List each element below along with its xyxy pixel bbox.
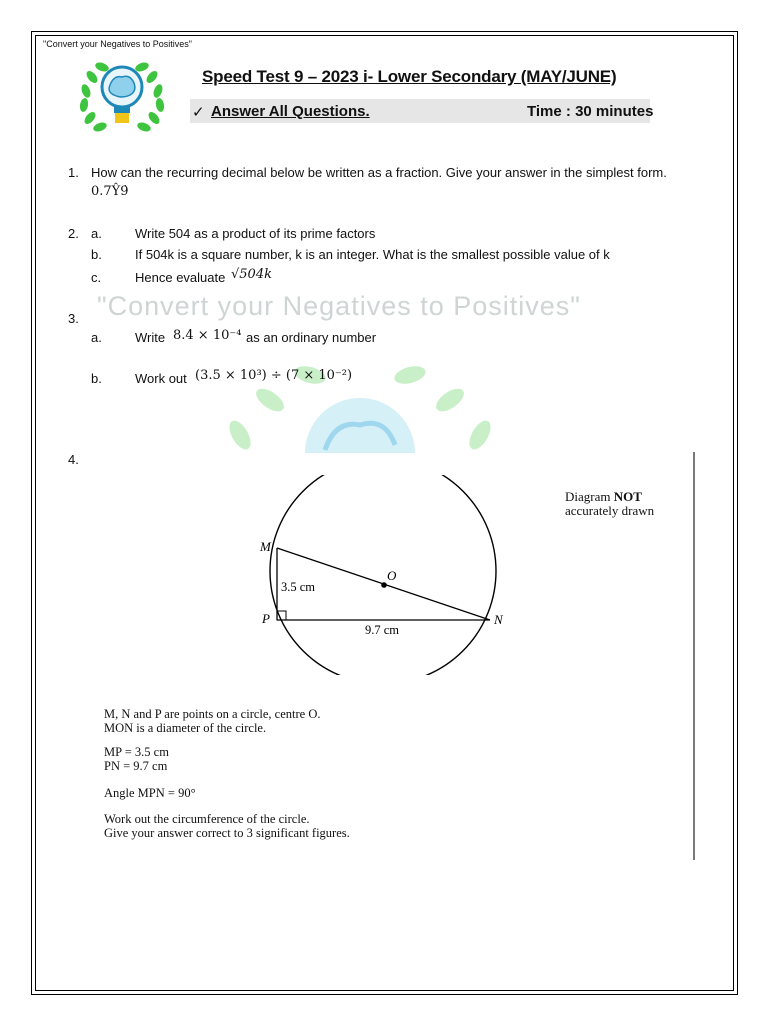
q3b-text: Work out: [135, 371, 187, 386]
q3a-math: 8.4 × 10⁻⁴: [173, 328, 242, 343]
q4-info-angle: Angle MPN = 90°: [104, 786, 196, 800]
checkmark-icon: ✓: [192, 104, 205, 121]
circle: [270, 475, 496, 675]
label-n: N: [494, 612, 503, 627]
diagram-note-word: Diagram: [565, 489, 611, 504]
circle-diagram: [250, 475, 530, 675]
q3a-label: a.: [91, 330, 102, 345]
q2a-text: Write 504 as a product of its prime factors: [135, 226, 376, 241]
label-p: P: [262, 611, 270, 626]
q2c-label: c.: [91, 270, 102, 285]
instruction-text: Answer All Questions.: [211, 103, 370, 120]
label-mp-length: 3.5 cm: [281, 580, 316, 594]
diagram-note-not: NOT: [613, 489, 642, 504]
q2b-text: If 504k is a square number, k is an integer. What is the smallest possible value of k: [135, 247, 610, 262]
q4-info-mp: MP = 3.5 cm: [104, 745, 169, 759]
q2a-label: a.: [91, 226, 102, 241]
margin-line: [693, 452, 695, 860]
q4-number: 4.: [68, 452, 79, 467]
q3b-math: (3.5 × 10³) ÷ (7 × 10⁻²): [195, 368, 353, 383]
q2-number: 2.: [68, 226, 79, 241]
q3a-text: Write: [135, 330, 166, 345]
q1-value: 0.7Ŷ9̇: [91, 184, 129, 199]
diagram-note-accuracy: accurately drawn: [565, 503, 655, 518]
q4-info-pn: PN = 9.7 cm: [104, 759, 168, 773]
label-o: O: [387, 568, 397, 583]
label-pn-length: 9.7 cm: [365, 623, 400, 637]
q2c-text: Hence evaluate: [135, 270, 226, 285]
label-m: M: [260, 539, 271, 554]
lightbulb-brain-logo: [74, 55, 170, 139]
q2b-label: b.: [91, 247, 102, 262]
test-title: Speed Test 9 – 2023 i- Lower Secondary (MAY/JUNE): [202, 67, 617, 86]
q1-text: How can the recurring decimal below be written as a fraction. Give your answer in the simplest form.: [91, 165, 667, 180]
q4-info-precision: Give your answer correct to 3 significant figures.: [104, 826, 350, 840]
centre-point: [381, 582, 387, 588]
q3a-tail: as an ordinary number: [246, 330, 377, 345]
q4-info-diameter: MON is a diameter of the circle.: [104, 721, 267, 735]
q3-number: 3.: [68, 311, 79, 326]
time-limit: Time : 30 minutes: [527, 103, 654, 120]
q2c-math: √504k: [231, 267, 272, 282]
q3b-label: b.: [91, 371, 102, 386]
q4-info-task: Work out the circumference of the circle.: [104, 812, 310, 826]
header-motto: "Convert your Negatives to Positives": [43, 39, 192, 49]
q4-info-points: M, N and P are points on a circle, centre O.: [104, 707, 321, 721]
q1-number: 1.: [68, 165, 79, 180]
watermark-motto: "Convert your Negatives to Positives": [97, 291, 581, 321]
diagram-note: [565, 490, 654, 518]
